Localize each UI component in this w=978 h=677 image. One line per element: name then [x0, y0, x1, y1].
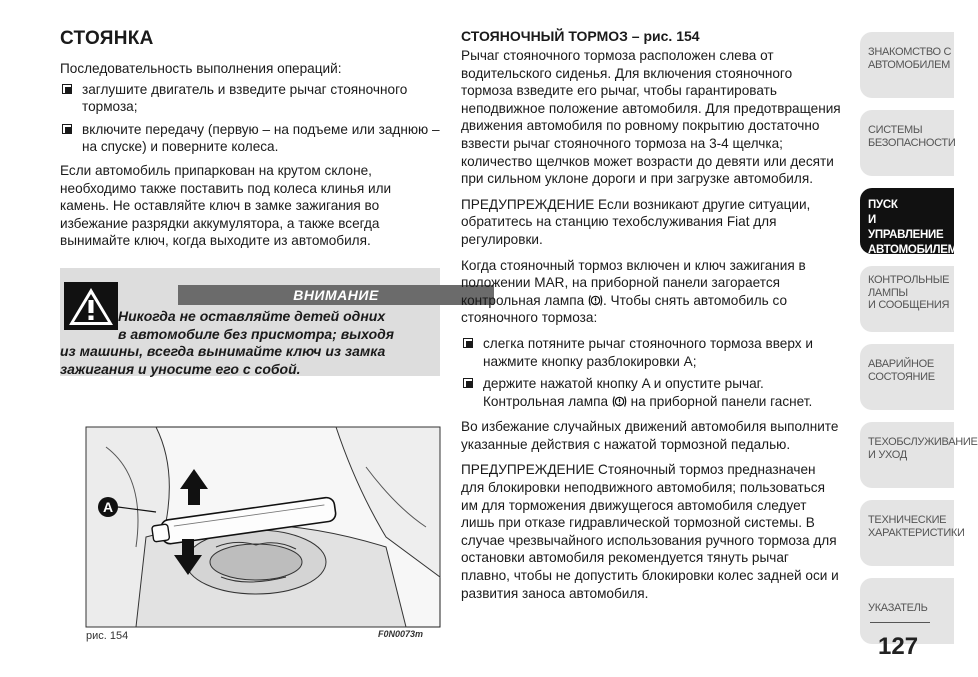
tab-label: БЕЗОПАСНОСТИ: [868, 136, 956, 149]
list-item-text: слегка потяните рычаг стояночного тормоза вверх и нажмите кнопку разблокировки A;: [483, 335, 813, 369]
tab-label: ТЕХНИЧЕСКИЕ: [868, 514, 947, 526]
checkbox-bullet-icon: [62, 124, 72, 134]
warning-line: в автомобиле без присмотра; выходя: [118, 325, 395, 342]
tab-starting-driving[interactable]: [860, 188, 957, 256]
list-item: [461, 335, 841, 370]
tab-label: СИСТЕМЫ: [868, 124, 923, 136]
tab-label: АВТОМОБИЛЕМ: [868, 58, 950, 71]
list-item: [60, 81, 440, 116]
tab-label: И СООБЩЕНИЯ: [868, 299, 950, 311]
brake-paragraph-1: Рычаг стояночного тормоза расположен слева от водительского сиденья. Для включения стояночного тормоза взведите его рычаг, чтобы гарантировать неподвижное положение автомобиля. Для предотвращения движения автомобиля по ровному покрытию достаточно взвести рычаг стояночного тормоза на 3-4 щелчка; количество щелчков может возрасти до девяти или десяти при сильном уклоне дороги и при загрузке автомобиля.: [461, 48, 841, 187]
right-column: [461, 28, 841, 610]
tab-warning-lights[interactable]: [860, 266, 954, 332]
list-item: [60, 121, 440, 156]
tab-label: АВТОМОБИЛЕМ: [868, 244, 957, 256]
figure-caption: рис. 154: [86, 630, 129, 642]
tab-label: КОНТРОЛЬНЫЕ: [868, 274, 950, 286]
list-item-text: включите передачу (первую – на подъеме или заднюю – на спуске) и поверните колеса.: [82, 121, 440, 155]
page-number-rule: [870, 622, 930, 623]
parking-paragraph: Если автомобиль припаркован на крутом склоне, необходимо также поставить под колеса клинья или камень. Не оставляйте ключ в замке зажигания во избежание разрядки аккумулятора, а также всегда вынимайте ключ, когда выходите из автомобиля.: [60, 162, 392, 249]
brake-paragraph-2: ПРЕДУПРЕЖДЕНИЕ Если возникают другие ситуации, обратитесь на станцию техобслуживания Fiat для регулировки.: [461, 196, 811, 247]
figure-label-a: A: [102, 499, 114, 515]
warning-line: Никогда не оставляйте детей одних: [118, 308, 386, 324]
page-number: 127: [878, 633, 919, 660]
parking-intro: Последовательность выполнения операций:: [60, 61, 342, 76]
tab-label: ТЕХОБСЛУЖИВАНИЕ: [868, 436, 978, 448]
section-title-parking-brake: СТОЯНОЧНЫЙ ТОРМОЗ – рис. 154: [461, 28, 700, 44]
tab-label: ЛАМПЫ: [868, 286, 908, 299]
list-item-text: заглушите двигатель и взведите рычаг стояночного тормоза;: [82, 81, 408, 115]
tab-emergency[interactable]: [860, 344, 954, 410]
tab-technical-specs[interactable]: [860, 500, 965, 566]
figure-code: F0N0073m: [378, 629, 424, 639]
tab-label: ЗНАКОМСТВО С: [868, 46, 952, 58]
checkbox-bullet-icon: [463, 338, 473, 348]
warning-text: [60, 308, 440, 378]
brake-paragraph-5: ПРЕДУПРЕЖДЕНИЕ Стояночный тормоз предназначен для блокировки неподвижного автомобиля; пользоваться им для торможения движущегося автомобиля следует лишь при отказе гидравлической тормозной системы. В случае чрезвычайного использования ручного тормоза для остановки автомобиля рекомендуется тянуть рычаг плавно, чтобы не допустить блокировки колес задней оси и развития заноса автомобиля.: [461, 462, 839, 601]
tab-label: И УПРАВЛЕНИЕ: [868, 214, 944, 241]
checkbox-bullet-icon: [463, 378, 473, 388]
tab-label: И УХОД: [868, 448, 907, 461]
checkbox-bullet-icon: [62, 84, 72, 94]
brake-paragraph-3: [461, 257, 841, 327]
parking-brake-figure: [86, 427, 440, 627]
list-item: [461, 375, 841, 410]
tab-introduction[interactable]: [860, 32, 954, 98]
warning-line: зажигания и уносите его с собой.: [60, 360, 301, 377]
brake-paragraph-4: Во избежание случайных движений автомобиля выполните указанные действия с нажатой тормозной педалью.: [461, 419, 839, 452]
tab-safety-systems[interactable]: [860, 110, 954, 176]
warning-box: [60, 268, 440, 376]
tab-label: ПУСК: [868, 199, 898, 211]
tab-label: ХАРАКТЕРИСТИКИ: [868, 526, 965, 539]
section-title-parking: СТОЯНКА: [60, 28, 154, 49]
brake-paragraph-3a: Когда стояночный тормоз включен и ключ зажигания в положении MAR, на приборной панели загорается контрольная лампа: [461, 257, 806, 308]
tab-label: СОСТОЯНИЕ: [868, 370, 935, 383]
tab-label: АВАРИЙНОЕ: [868, 358, 934, 370]
tab-maintenance[interactable]: [860, 422, 978, 488]
warning-line: из машины, всегда вынимайте ключ из замка: [60, 343, 386, 359]
warning-heading: ВНИМАНИЕ: [178, 285, 494, 305]
list-item-text-b: на приборной панели гаснет.: [630, 393, 813, 409]
brake-paragraph-3b: . Чтобы снять автомобиль со стояночного тормоза:: [461, 292, 788, 326]
brake-warning-lamp-icon: [612, 395, 627, 408]
left-column: [60, 28, 440, 258]
brake-warning-lamp-icon: [588, 294, 603, 307]
tab-label: УКАЗАТЕЛЬ: [868, 602, 928, 614]
list-item-text-a: держите нажатой кнопку A и опустите рычаг. Контрольная лампа: [483, 376, 764, 409]
